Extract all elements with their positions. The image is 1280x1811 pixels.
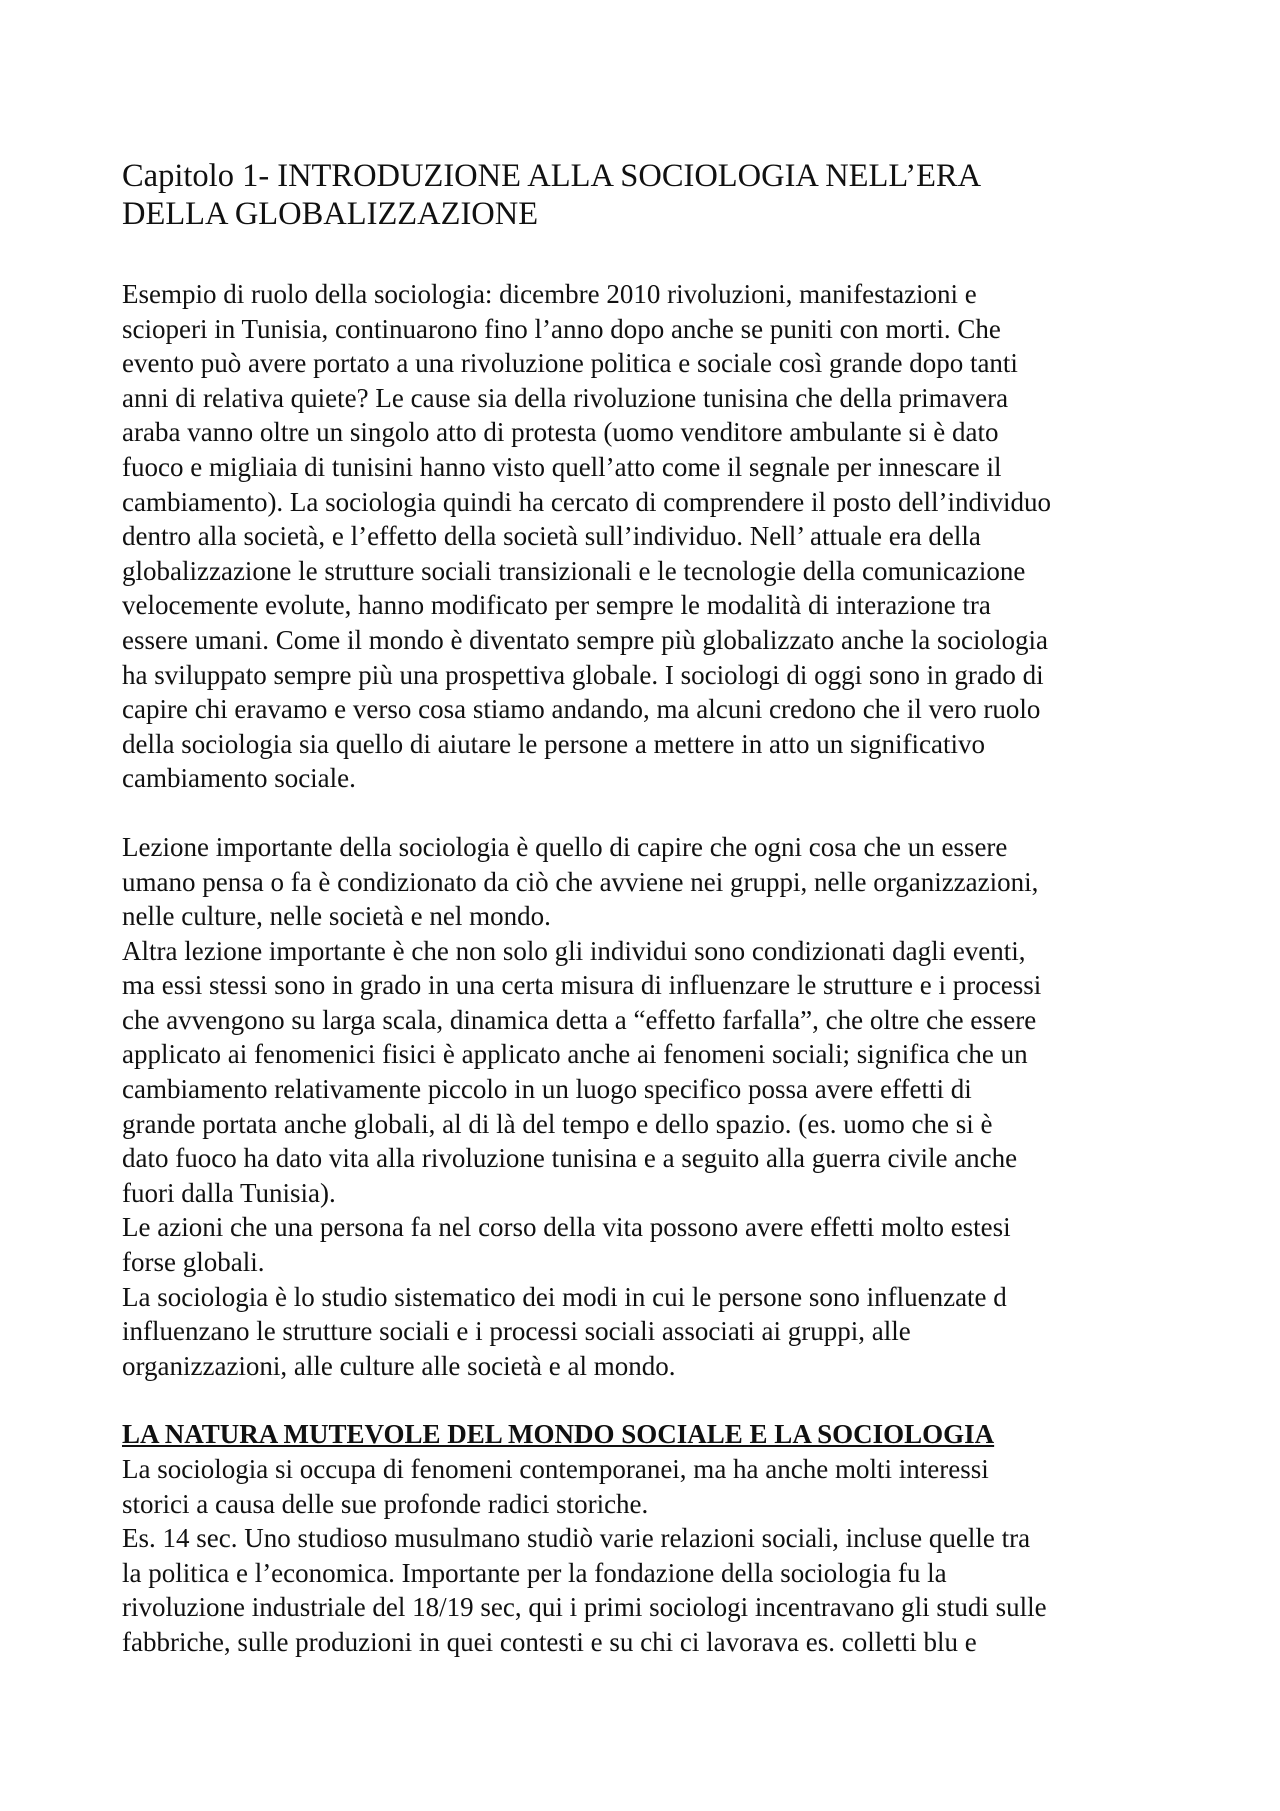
intro-paragraph: Esempio di ruolo della sociologia: dicembre 2010 rivoluzioni, manifestazioni e scioperi in Tunisia, continuarono fino l’anno dopo anche se puniti con morti. Che evento può avere portato a una rivoluzione politica e sociale così grande dopo tanti anni di relativa quiete? Le cause sia della rivoluzione tunisina che della primavera araba vanno oltre un singolo atto di protesta (uomo venditore ambulante si è dato fuoco e migliaia di tunisini hanno visto quell’atto come il segnale per innescare il cambiamento). La sociologia quindi ha cercato di comprendere il posto dell’individuo dentro alla società, e l’effetto della società sull’individuo. Nell’ attuale era della globalizzazione le strutture sociali transizionali e le tecnologie della comunicazione velocemente evolute, hanno modificato per sempre le modalità di interazione tra essere umani. Come il mondo è diventato sempre più globalizzato anche la sociologia ha sviluppato sempre più una prospettiva globale. I sociologi di oggi sono in grado di capire chi eravamo e verso cosa stiamo andando, ma alcuni credono che il vero ruolo della sociologia sia quello di aiutare le persone a mettere in atto un significativo cambiamento sociale. [122,279,1051,794]
section-paragraph: La sociologia si occupa di fenomeni contemporanei, ma ha anche molti interessi storici a causa delle sue profonde radici storiche. Es. 14 sec. Uno studioso musulmano studiò varie relazioni sociali, incluse quelle tra la politica e l’economica. Importante per la fondazione della sociologia fu la rivoluzione industriale del 18/19 sec, qui i primi sociologi incentravano gli studi sulle fabbriche, sulle produzioni in quei contesti e su chi ci lavorava es. colletti blu e [122,1454,1047,1657]
section-heading: LA NATURA MUTEVOLE DEL MONDO SOCIALE E LA SOCIOLOGIA [122,1419,995,1450]
chapter-title: Capitolo 1- INTRODUZIONE ALLA SOCIOLOGIA NELL’ERA DELLA GLOBALIZZAZIONE [122,158,982,232]
document-body [122,157,1172,1660]
lessons-paragraph: Lezione importante della sociologia è quello di capire che ogni cosa che un essere umano pensa o fa è condizionato da ciò che avviene nei gruppi, nelle organizzazioni, nelle culture, nelle società e nel mondo. Altra lezione importante è che non solo gli individui sono condizionati dagli eventi, ma essi stessi sono in grado in una certa misura di influenzare le strutture e i processi che avvengono su larga scala, dinamica detta a “effetto farfalla”, che oltre che essere applicato ai fenomenici fisici è applicato anche ai fenomeni sociali; significa che un cambiamento relativamente piccolo in un luogo specifico possa avere effetti di grande portata anche globali, al di là del tempo e dello spazio. (es. uomo che si è dato fuoco ha dato vita alla rivoluzione tunisina e a seguito alla guerra civile anche fuori dalla Tunisia). Le azioni che una persona fa nel corso della vita possono avere effetti molto estesi forse globali. La sociologia è lo studio sistematico dei modi in cui le persone sono influenzate d influenzano le strutture sociali e i processi sociali associati ai gruppi, alle organizzazioni, alle culture alle società e al mondo. [122,831,1042,1381]
